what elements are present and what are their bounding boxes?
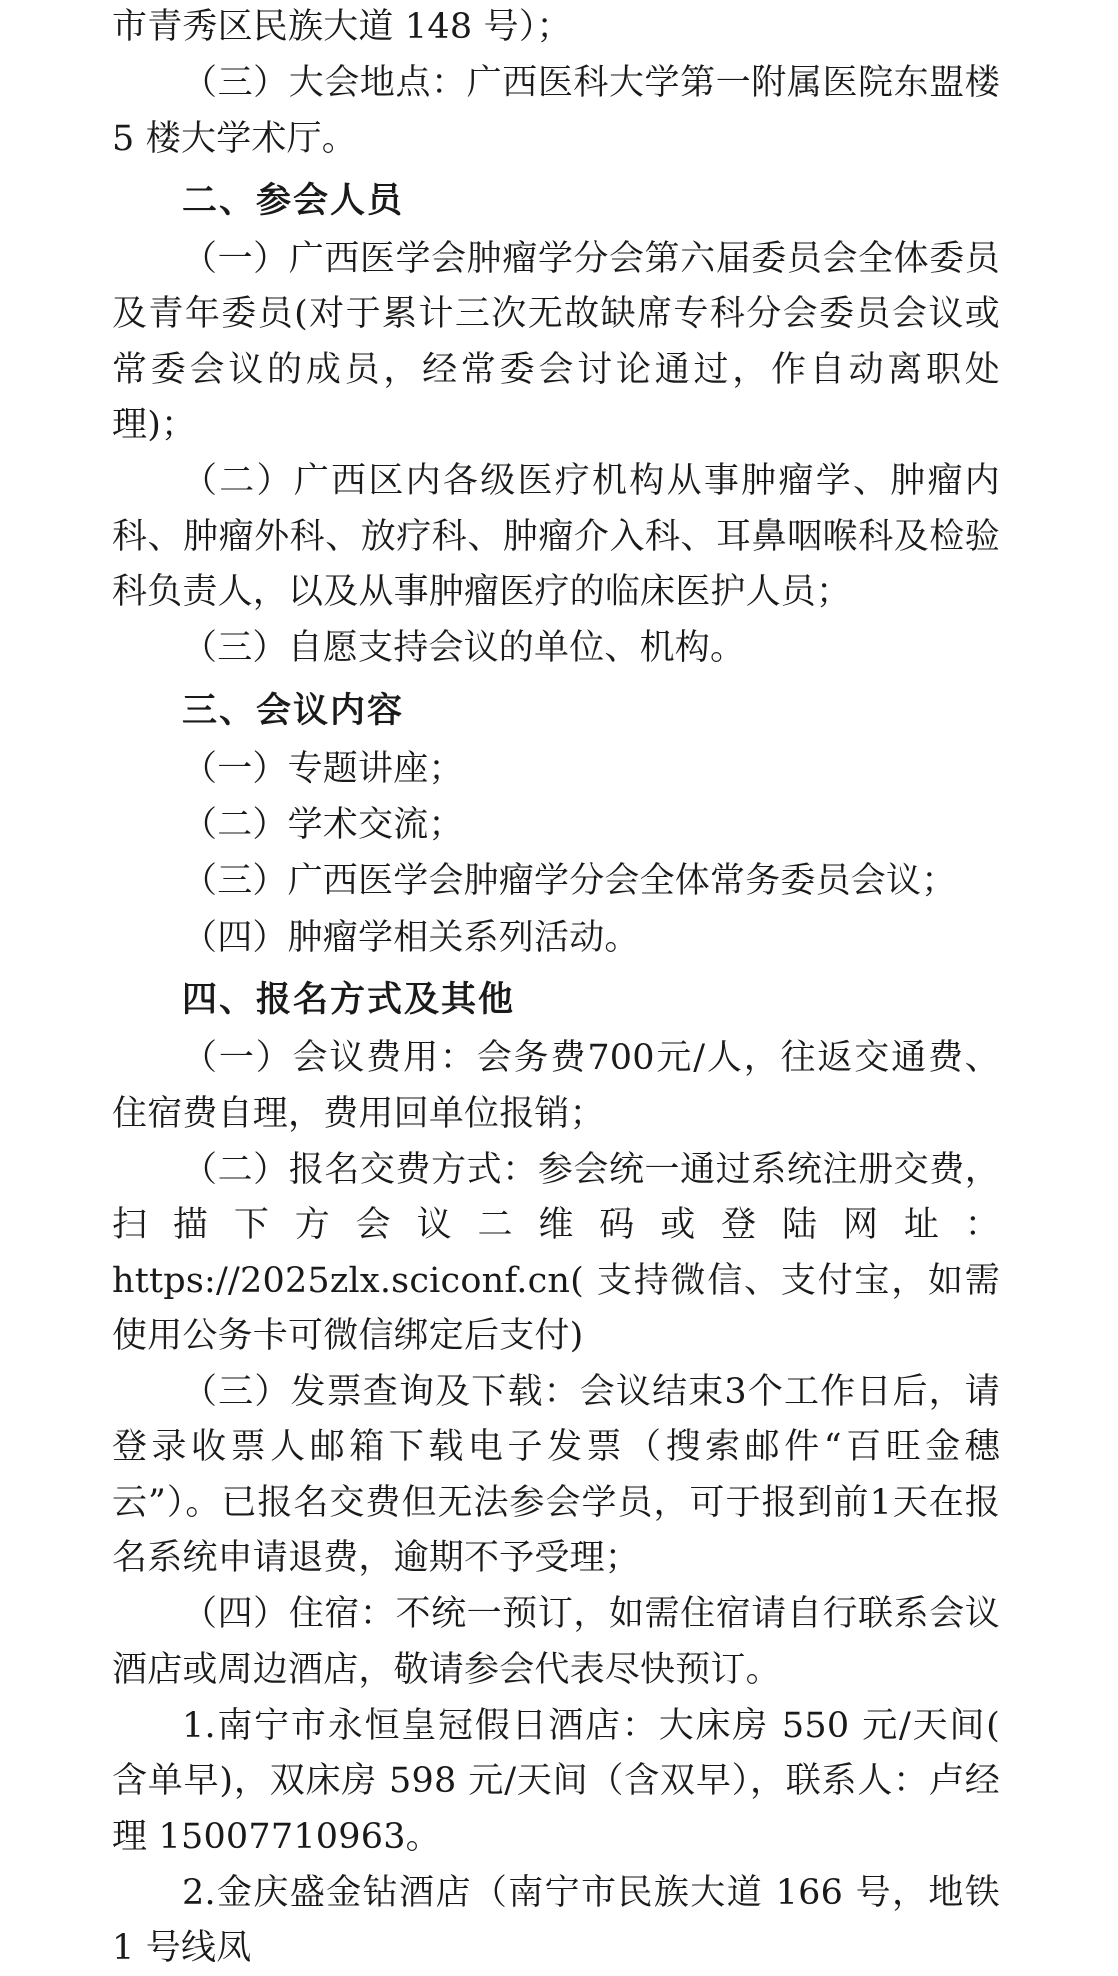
paragraph-accommodation: （四）住宿：不统一预订，如需住宿请自行联系会议酒店或周边酒店，敬请参会代表尽快预订。 bbox=[112, 1594, 1000, 1690]
paragraph-fee: （一）会议费用：会务费700元/人，往返交通费、住宿费自理，费用回单位报销； bbox=[112, 1038, 1000, 1134]
paragraph-content-1: （一）专题讲座； bbox=[182, 748, 464, 789]
paragraph-attendees-3: （三）自愿支持会议的单位、机构。 bbox=[182, 628, 746, 669]
paragraph-hotel-1: 1.南宁市永恒皇冠假日酒店：大床房 550 元/天间( 含单早)，双床房 598 元/天间（含双早），联系人：卢经理 15007710963。 bbox=[112, 1705, 1000, 1857]
paragraph-attendees-2: （二）广西区内各级医疗机构从事肿瘤学、肿瘤内科、肿瘤外科、放疗科、肿瘤介入科、耳鼻咽喉科及检验科负责人，以及从事肿瘤医疗的临床医护人员； bbox=[112, 461, 1000, 612]
paragraph-content-4: （四）肿瘤学相关系列活动。 bbox=[182, 917, 640, 958]
paragraph-venue: （三）大会地点：广西医科大学第一附属医院东盟楼 5 楼大学术厅。 bbox=[112, 63, 1000, 159]
heading-section-two: 二、参会人员 bbox=[182, 179, 405, 221]
heading-section-four: 四、报名方式及其他 bbox=[182, 979, 516, 1021]
paragraph-hotel-2: 2.金庆盛金钻酒店（南宁市民族大道 166 号，地铁 1 号线凤 bbox=[112, 1872, 1000, 1969]
paragraph-invoice: （三）发票查询及下载：会议结束3个工作日后，请登录收票人邮箱下载电子发票（搜索邮件“百旺金穗云”）。已报名交费但无法参会学员，可于报到前1天在报名系统申请退费，逾期不予受理； bbox=[112, 1372, 1000, 1579]
paragraph-content-2: （二）学术交流； bbox=[182, 805, 464, 846]
paragraph-content-3: （三）广西医学会肿瘤学分会全体常务委员会议； bbox=[182, 861, 957, 902]
paragraph-addr-continuation: 市青秀区民族大道 148 号）； bbox=[112, 7, 572, 47]
paragraph-attendees-1: （一）广西医学会肿瘤学分会第六届委员会全体委员及青年委员(对于累计三次无故缺席专科分会委员会议或常委会议的成员，经常委会讨论通过，作自动离职处理)； bbox=[112, 239, 1000, 446]
paragraph-registration: （二）报名交费方式：参会统一通过系统注册交费，扫描下方会议二维码或登陆网址：https://2025zlx.sciconf.cn( 支持微信、支付宝，如需使用公务卡可微信绑定后支付) bbox=[112, 1149, 1000, 1356]
heading-section-three: 三、会议内容 bbox=[182, 689, 405, 731]
document-body bbox=[112, 0, 1000, 1976]
